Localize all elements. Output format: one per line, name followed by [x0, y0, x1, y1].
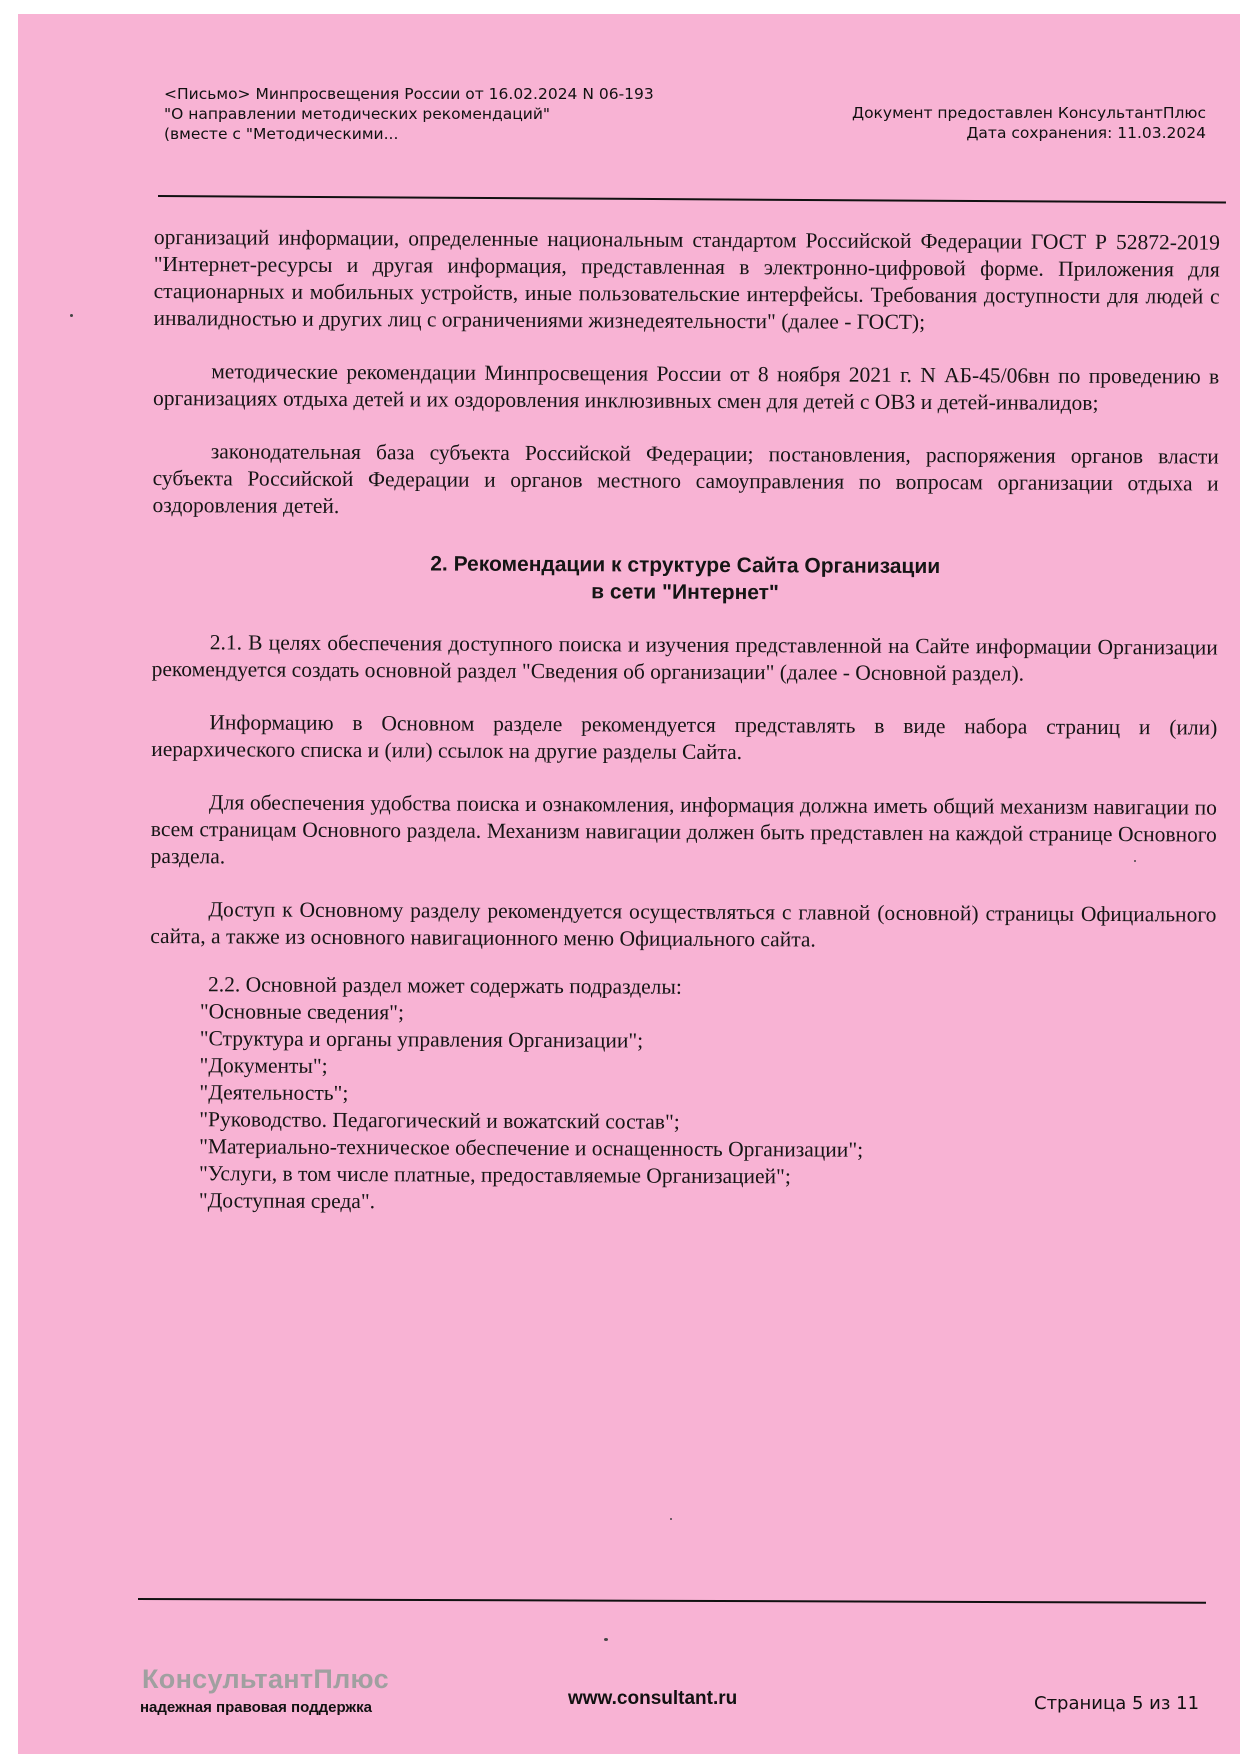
- header-source-info: [852, 103, 1206, 143]
- list-item: "Документы";: [199, 1053, 328, 1078]
- document-page: [18, 14, 1240, 1754]
- list-item: "Основные сведения";: [199, 999, 405, 1025]
- header-provided-by: Документ предоставлен КонсультантПлюс: [851, 104, 1206, 122]
- paragraph-gost: организаций информации, определенные национальным стандартом Российской Федерации ГОСТ Р 52872-2019 "Интернет-ресурсы и другая информация, представленная в электронно-цифровой форме. Приложения для стационарных и мобильных устройств, иные пользовательские интерфейсы. Требования доступности для людей с инвалидностью и других лиц с ограничениями жизнедеятельности" (далее - ГОСТ);: [153, 224, 1220, 335]
- footer-divider: [138, 1598, 1206, 1604]
- list-item: "Доступная среда".: [198, 1188, 376, 1214]
- paragraph-2-1: 2.1. В целях обеспечения доступного поиска и изучения представленной на Сайте информации Организации рекомендуется создать основной раздел "Сведения об организации" (далее - Основной раздел).: [151, 630, 1218, 686]
- list-item: "Деятельность";: [199, 1080, 349, 1106]
- scan-speck: [670, 1518, 672, 1520]
- section-heading-line-2: в сети "Интернет": [591, 580, 779, 605]
- list-item: "Структура и органы управления Организации";: [199, 1026, 644, 1053]
- page-number: Страница 5 из 11: [1034, 1693, 1200, 1714]
- section-heading: [152, 549, 1218, 609]
- paragraph-info-format: Информацию в Основном разделе рекомендуется представлять в виде набора страниц и (или) иерархического списка и (или) ссылок на другие разделы Сайта.: [151, 710, 1218, 765]
- list-item: "Материально-техническое обеспечение и оснащенность Организации";: [199, 1134, 864, 1162]
- footer-tagline: надежная правовая поддержка: [140, 1699, 372, 1716]
- scan-speck: [1134, 860, 1136, 862]
- header-title-line-3: (вместе с "Методическими...: [164, 125, 399, 143]
- section-heading-line-1: 2. Рекомендации к структуре Сайта Организации: [430, 552, 941, 579]
- header-document-title: [164, 84, 654, 144]
- paragraph-2-2: 2.2. Основной раздел может содержать подразделы:: [207, 972, 682, 999]
- paragraph-access: Доступ к Основному разделу рекомендуется осуществляться с главной (основной) страницы Официального сайта, а также из основного навигационного меню Официального сайта.: [150, 897, 1217, 952]
- footer-site-link[interactable]: www.consultant.ru: [568, 1688, 738, 1709]
- header-title-line-2: "О направлении методических рекомендаций": [164, 105, 551, 123]
- header-title-line-1: <Письмо> Минпросвещения России от 16.02.2024 N 06-193: [164, 85, 654, 103]
- paragraph-navigation: Для обеспечения удобства поиска и ознакомления, информация должна иметь общий механизм навигации по всем страницам Основного раздела. Механизм навигации должен быть представлен на каждой странице Основного раздела.: [150, 790, 1218, 869]
- paragraph-method-recommendations: методические рекомендации Минпросвещения России от 8 ноября 2021 г. N АБ-45/06вн по проведению в организациях отдыха детей и их оздоровления инклюзивных смен для детей с ОВЗ и детей-инвалидов;: [153, 359, 1220, 415]
- scan-speck: [604, 1638, 608, 1641]
- paragraph-legislative-base: законодательная база субъекта Российской Федерации; постановления, распоряжения органов власти субъекта Российской Федерации и органов местного самоуправления по вопросам организации отдыха и оздоровления детей.: [152, 439, 1219, 518]
- header-save-date: Дата сохранения: 11.03.2024: [966, 124, 1206, 142]
- list-item: "Руководство. Педагогический и вожатский состав";: [199, 1107, 680, 1134]
- scan-speck: [70, 314, 73, 317]
- consultant-logo: КонсультантПлюс: [142, 1664, 389, 1694]
- header-divider: [158, 195, 1226, 204]
- document-body: [149, 224, 1220, 1220]
- list-item: "Услуги, в том числе платные, предоставляемые Организацией";: [198, 1161, 791, 1189]
